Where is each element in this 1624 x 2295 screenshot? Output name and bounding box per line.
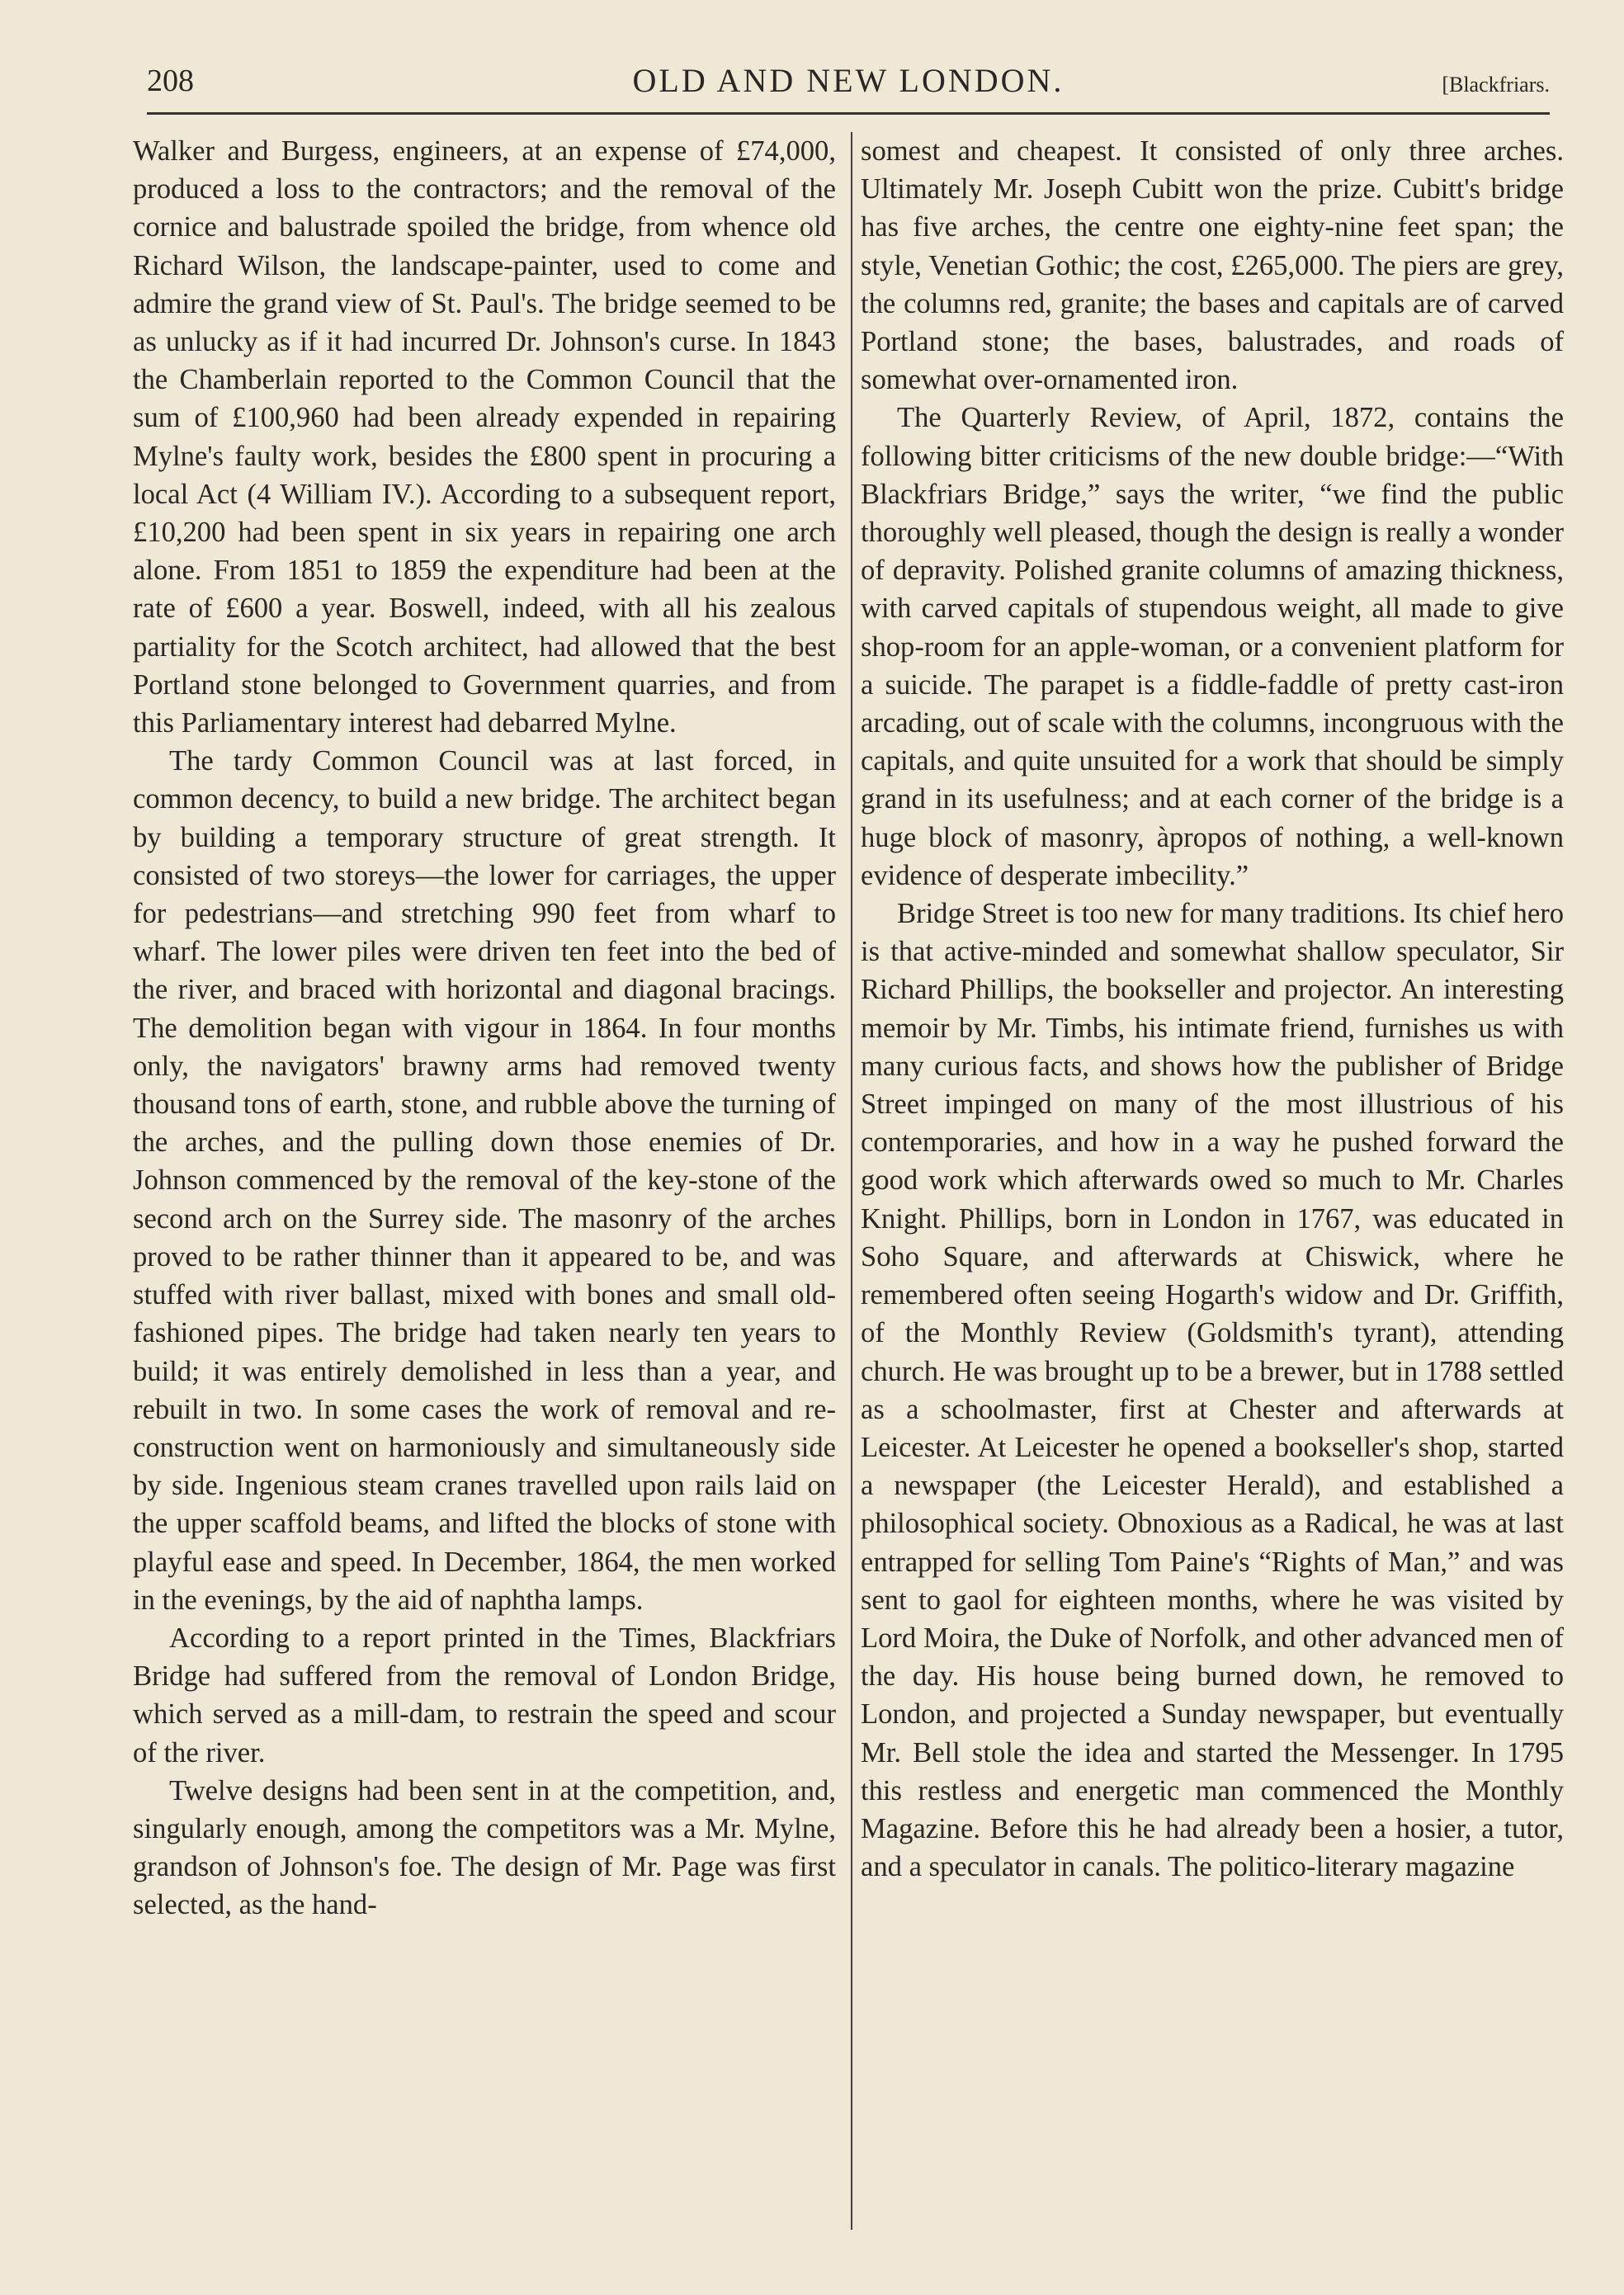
- column-divider: [851, 132, 852, 2230]
- page-number: 208: [147, 64, 194, 98]
- paragraph: Bridge Street is too new for many traditions. Its chief hero is that active-minded and somewhat shallow speculator, Sir Richard Phillips, the bookseller and projector. An interesting memoir by Mr. Timbs, his intimate friend, furnishes us with many curious facts, and shows how the publisher of Bridge Street impinged on many of the most illustrious of his contemporaries, and how in a way he pushed forward the good work which afterwards owed so much to Mr. Charles Knight. Phillips, born in London in 1767, was educated in Soho Square, and afterwards at Chiswick, where he remembered often seeing Hogarth's widow and Dr. Griffith, of the Monthly Review (Goldsmith's tyrant), attending church. He was brought up to be a brewer, but in 1788 settled as a schoolmaster, first at Chester and afterwards at Leicester. At Leicester he opened a bookseller's shop, started a newspaper (the Leicester Herald), and established a philosophical society. Obnoxious as a Radical, he was at last entrapped for selling Tom Paine's “Rights of Man,” and was sent to gaol for eighteen months, where he was visited by Lord Moira, the Duke of Norfolk, and other advanced men of the day. His house being burned down, he removed to London, and projected a Sunday newspaper, but eventually Mr. Bell stole the idea and started the Messenger. In 1795 this restless and energetic man commenced the Monthly Magazine. Before this he had already been a hosier, a tutor, and a speculator in canals. The politico-literary magazine: [861, 898, 1564, 1883]
- section-label: [Blackfriars.: [1442, 73, 1550, 97]
- page-header: [147, 56, 1550, 114]
- header-rule: [147, 112, 1550, 115]
- paragraph: According to a report printed in the Times, Blackfriars Bridge had suffered from the removal of London Bridge, which served as a mill-dam, to restrain the speed and scour of the river.: [133, 1622, 836, 1768]
- right-column: [861, 132, 1564, 2236]
- paragraph: Walker and Burgess, engineers, at an expense of £74,000, produced a loss to the contractors; and the removal of the cornice and balustrade spoiled the bridge, from whence old Richard Wilson, the landscape-painter, used to come and admire the grand view of St. Paul's. The bridge seemed to be as unlucky as if it had incurred Dr. Johnson's curse. In 1843 the Chamberlain reported to the Common Council that the sum of £100,960 had been already expended in repairing Mylne's faulty work, besides the £800 spent in procuring a local Act (4 William IV.). According to a subsequent report, £10,200 had been spent in six years in repairing one arch alone. From 1851 to 1859 the expenditure had been at the rate of £600 a year. Boswell, indeed, with all his zealous partiality for the Scotch architect, had allowed that the best Portland stone belonged to Government quarries, and from this Parliamentary interest had debarred Mylne.: [133, 135, 836, 739]
- running-title: OLD AND NEW LONDON.: [632, 62, 1065, 99]
- paragraph: somest and cheapest. It consisted of only three arches. Ultimately Mr. Joseph Cubitt won the prize. Cubitt's bridge has five arches, the centre one eighty-nine feet span; the style, Venetian Gothic; the cost, £265,000. The piers are grey, the columns red, granite; the bases and capitals are of carved Portland stone; the bases, balustrades, and roads of somewhat over-ornamented iron.: [861, 135, 1564, 396]
- paragraph: The Quarterly Review, of April, 1872, contains the following bitter criticisms of the new double bridge:—“With Blackfriars Bridge,” says the writer, “we find the public thoroughly well pleased, though the design is really a wonder of depravity. Polished granite columns of amazing thickness, with carved capitals of stupendous weight, all made to give shop-room for an apple-woman, or a convenient platform for a suicide. The parapet is a fiddle-faddle of pretty cast-iron arcading, out of scale with the columns, incongruous with the capitals, and quite unsuited for a work that should be simply grand in its usefulness; and at each corner of the bridge is a huge block of masonry, àpropos of nothing, a well-known evidence of desperate imbecility.”: [861, 402, 1564, 891]
- paragraph: The tardy Common Council was at last forced, in common decency, to build a new bridge. The architect began by building a temporary structure of great strength. It consisted of two storeys—the lower for carriages, the upper for pedestrians—and stretching 990 feet from wharf to wharf. The lower piles were driven ten feet into the bed of the river, and braced with horizontal and diagonal bracings. The demolition began with vigour in 1864. In four months only, the navigators' brawny arms had removed twenty thousand tons of earth, stone, and rubble above the turning of the arches, and the pulling down those enemies of Dr. Johnson commenced by the removal of the key-stone of the second arch on the Surrey side. The masonry of the arches proved to be rather thinner than it appeared to be, and was stuffed with river ballast, mixed with bones and small old-fashioned pipes. The bridge had taken nearly ten years to build; it was entirely demolished in less than a year, and rebuilt in two. In some cases the work of removal and re-construction went on harmoniously and simultaneously side by side. Ingenious steam cranes travelled upon rails laid on the upper scaffold beams, and lifted the blocks of stone with playful ease and speed. In December, 1864, the men worked in the evenings, by the aid of naphtha lamps.: [133, 745, 836, 1616]
- paragraph: Twelve designs had been sent in at the competition, and, singularly enough, among the competitors was a Mr. Mylne, grandson of Johnson's foe. The design of Mr. Page was first selected, as the hand-: [133, 1774, 836, 1921]
- left-column: [133, 132, 836, 2236]
